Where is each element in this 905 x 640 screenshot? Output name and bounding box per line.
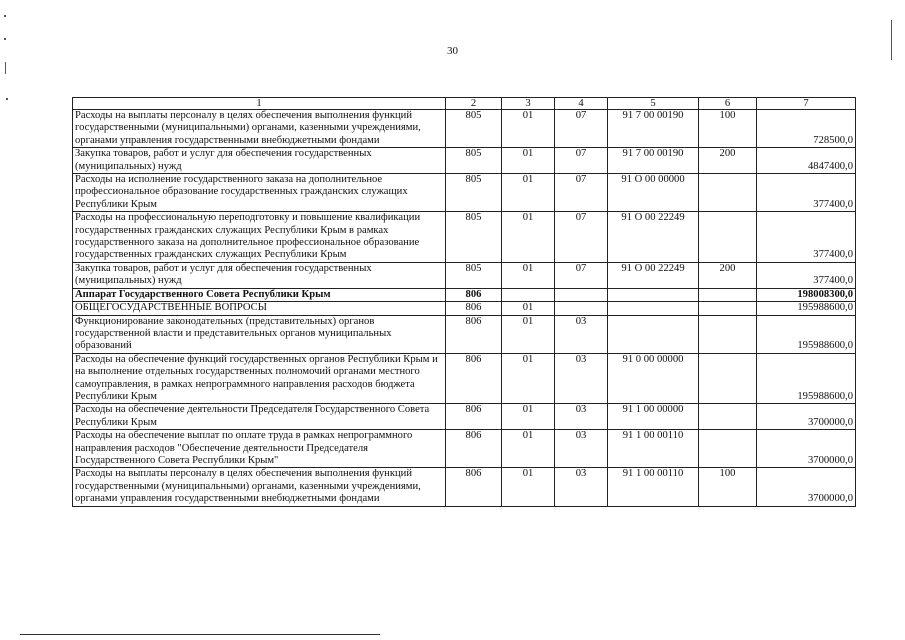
row-sum-cell: 3700000,0 — [757, 468, 856, 506]
row-pr-cell: 03 — [555, 468, 608, 506]
row-rz-cell: 01 — [502, 315, 555, 353]
row-vr-cell: 200 — [699, 148, 757, 174]
row-vr-cell — [699, 353, 757, 404]
row-sum-cell: 195988600,0 — [757, 353, 856, 404]
row-pr-cell — [555, 288, 608, 301]
table-row — [73, 430, 856, 468]
table-row — [73, 212, 856, 263]
row-gr-cell: 805 — [446, 174, 502, 212]
table-body — [73, 110, 856, 507]
row-vr-cell: 100 — [699, 468, 757, 506]
table-row — [73, 302, 856, 315]
row-pr-cell — [555, 302, 608, 315]
row-name-cell: Закупка товаров, работ и услуг для обеспечения государственных (муниципальных) нужд — [73, 148, 446, 174]
row-rz-cell: 01 — [502, 110, 555, 148]
budget-table — [72, 97, 856, 507]
row-pr-cell: 03 — [555, 353, 608, 404]
column-header: 7 — [757, 98, 856, 110]
column-header: 1 — [73, 98, 446, 110]
row-gr-cell: 806 — [446, 302, 502, 315]
row-csr-cell: 91 1 00 00110 — [608, 468, 699, 506]
row-vr-cell — [699, 404, 757, 430]
row-gr-cell: 806 — [446, 315, 502, 353]
row-sum-cell: 195988600,0 — [757, 315, 856, 353]
row-name-cell: Расходы на обеспечение деятельности Председателя Государственного Совета Республики Крым — [73, 404, 446, 430]
column-header: 5 — [608, 98, 699, 110]
row-rz-cell: 01 — [502, 302, 555, 315]
row-name-cell: Расходы на выплаты персоналу в целях обеспечения выполнения функций государственными (муниципальными) органами, казенными учреждениями, органами управления государственными внебюджетными фондами — [73, 110, 446, 148]
row-csr-cell: 91 1 00 00110 — [608, 430, 699, 468]
row-pr-cell: 07 — [555, 148, 608, 174]
column-header: 4 — [555, 98, 608, 110]
row-pr-cell: 07 — [555, 174, 608, 212]
scan-mark — [891, 20, 892, 60]
row-sum-cell: 195988600,0 — [757, 302, 856, 315]
row-name-cell: Функционирование законодательных (представительных) органов государственной власти и представительных органов муниципальных образований — [73, 315, 446, 353]
row-pr-cell: 03 — [555, 404, 608, 430]
row-rz-cell: 01 — [502, 468, 555, 506]
row-vr-cell — [699, 315, 757, 353]
row-csr-cell: 91 7 00 00190 — [608, 148, 699, 174]
row-pr-cell: 07 — [555, 110, 608, 148]
scan-mark — [6, 98, 8, 100]
row-sum-cell: 3700000,0 — [757, 430, 856, 468]
row-rz-cell: 01 — [502, 430, 555, 468]
row-vr-cell — [699, 212, 757, 263]
row-name-cell: ОБЩЕГОСУДАРСТВЕННЫЕ ВОПРОСЫ — [73, 302, 446, 315]
row-name-cell: Аппарат Государственного Совета Республики Крым — [73, 288, 446, 301]
table-row — [73, 262, 856, 288]
column-header: 3 — [502, 98, 555, 110]
row-sum-cell: 377400,0 — [757, 174, 856, 212]
row-csr-cell: 91 О 00 22249 — [608, 262, 699, 288]
row-gr-cell: 806 — [446, 404, 502, 430]
row-gr-cell: 805 — [446, 262, 502, 288]
scan-mark — [5, 62, 6, 74]
row-gr-cell: 806 — [446, 468, 502, 506]
row-name-cell: Расходы на обеспечение выплат по оплате труда в рамках непрограммного направления расходов "Обеспечение деятельности Председателя Государственного Совета Республики Крым" — [73, 430, 446, 468]
row-sum-cell: 728500,0 — [757, 110, 856, 148]
row-gr-cell: 805 — [446, 110, 502, 148]
row-name-cell: Расходы на обеспечение функций государственных органов Республики Крым и на выполнение отдельных государственных полномочий органами местного самоуправления, в рамках непрограммного направления расходов бюджета Республики Крым — [73, 353, 446, 404]
table-row — [73, 315, 856, 353]
row-vr-cell: 100 — [699, 110, 757, 148]
row-rz-cell: 01 — [502, 404, 555, 430]
row-sum-cell: 377400,0 — [757, 212, 856, 263]
row-gr-cell: 806 — [446, 430, 502, 468]
row-pr-cell: 07 — [555, 262, 608, 288]
row-sum-cell: 377400,0 — [757, 262, 856, 288]
table-row — [73, 468, 856, 506]
row-sum-cell: 198008300,0 — [757, 288, 856, 301]
row-csr-cell — [608, 315, 699, 353]
row-csr-cell: 91 О 00 22249 — [608, 212, 699, 263]
row-csr-cell: 91 О 00 00000 — [608, 174, 699, 212]
row-pr-cell: 03 — [555, 430, 608, 468]
row-rz-cell: 01 — [502, 148, 555, 174]
row-rz-cell: 01 — [502, 353, 555, 404]
row-csr-cell: 91 1 00 00000 — [608, 404, 699, 430]
row-name-cell: Расходы на исполнение государственного заказа на дополнительное профессиональное образование государственных гражданских служащих Республики Крым — [73, 174, 446, 212]
row-gr-cell: 806 — [446, 353, 502, 404]
row-pr-cell: 03 — [555, 315, 608, 353]
table-row — [73, 148, 856, 174]
row-pr-cell: 07 — [555, 212, 608, 263]
header-row — [73, 98, 856, 110]
row-name-cell: Расходы на выплаты персоналу в целях обеспечения выполнения функций государственными (муниципальными) органами, казенными учреждениями, органами управления государственными внебюджетными фондами — [73, 468, 446, 506]
table-row — [73, 288, 856, 301]
table-row — [73, 110, 856, 148]
row-rz-cell: 01 — [502, 212, 555, 263]
row-gr-cell: 806 — [446, 288, 502, 301]
row-csr-cell: 91 7 00 00190 — [608, 110, 699, 148]
row-csr-cell — [608, 288, 699, 301]
scan-mark — [4, 38, 6, 40]
table-row — [73, 404, 856, 430]
row-gr-cell: 805 — [446, 212, 502, 263]
row-name-cell: Расходы на профессиональную переподготовку и повышение квалификации государственных гражданских служащих Республики Крым в рамках государственного заказа на дополнительное профессиональное образование государственных гражданских служащих Республики Крым — [73, 212, 446, 263]
row-gr-cell: 805 — [446, 148, 502, 174]
scan-mark — [4, 15, 6, 17]
table-row — [73, 174, 856, 212]
page-number: 30 — [447, 45, 458, 57]
row-csr-cell — [608, 302, 699, 315]
column-header: 2 — [446, 98, 502, 110]
row-vr-cell: 200 — [699, 262, 757, 288]
row-name-cell: Закупка товаров, работ и услуг для обеспечения государственных (муниципальных) нужд — [73, 262, 446, 288]
row-csr-cell: 91 0 00 00000 — [608, 353, 699, 404]
table-row — [73, 353, 856, 404]
row-rz-cell — [502, 288, 555, 301]
row-rz-cell: 01 — [502, 262, 555, 288]
row-vr-cell — [699, 174, 757, 212]
column-header: 6 — [699, 98, 757, 110]
row-vr-cell — [699, 288, 757, 301]
row-vr-cell — [699, 302, 757, 315]
row-rz-cell: 01 — [502, 174, 555, 212]
row-sum-cell: 4847400,0 — [757, 148, 856, 174]
row-vr-cell — [699, 430, 757, 468]
scan-edge-line — [20, 634, 380, 635]
row-sum-cell: 3700000,0 — [757, 404, 856, 430]
